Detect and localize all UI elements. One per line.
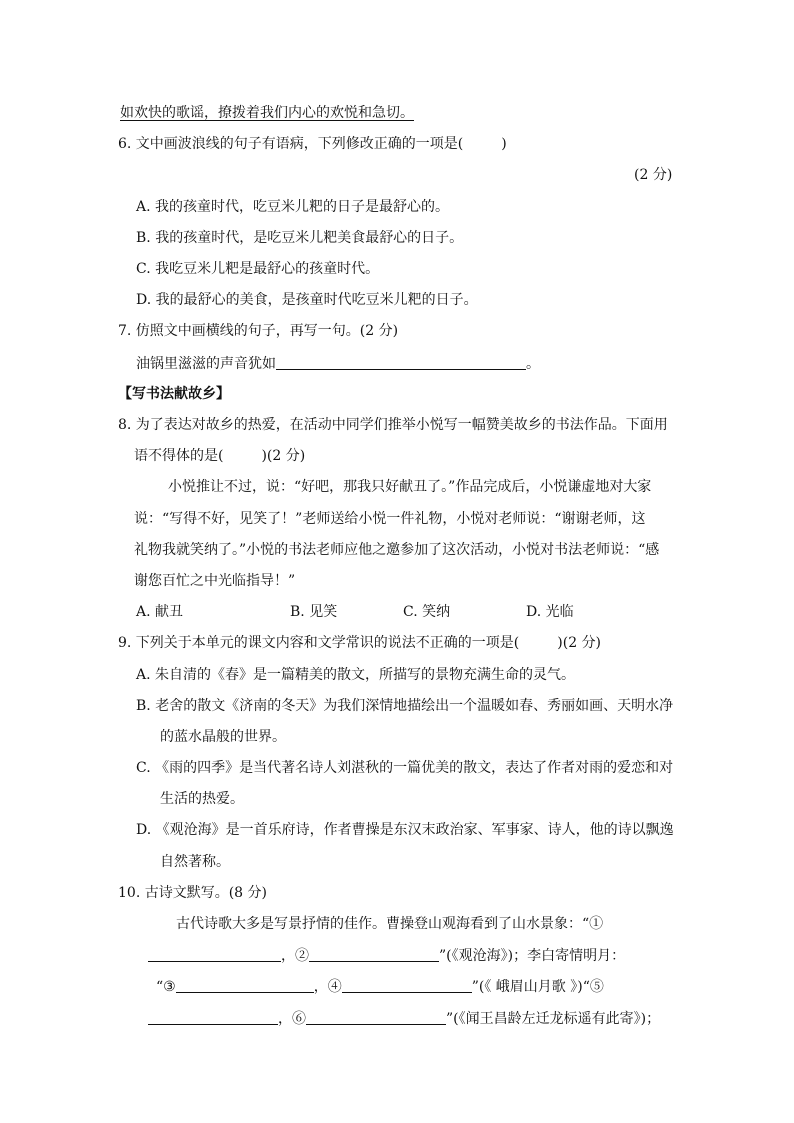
question-8-line-1: 8. 为了表达对故乡的热爱，在活动中同学们推举小悦写一幅赞美故乡的书法作品。下面用 <box>118 417 668 433</box>
text-line-1: 如欢快的歌谣，撩拨着我们内心的欢悦和急切。 <box>120 105 414 121</box>
poem-blank-4[interactable] <box>342 976 472 993</box>
poem-source-2: ”(《 峨眉山月歌 》)“⑤ <box>471 979 604 995</box>
answer-paren-9[interactable] <box>519 633 557 649</box>
question-6 <box>118 134 507 154</box>
question-8-line-2 <box>134 446 305 466</box>
poem-sep-4: ，④ <box>313 979 342 995</box>
poem-blank-6[interactable] <box>306 1008 446 1025</box>
poem-blank-3[interactable] <box>176 976 314 993</box>
question-9-score: )(2 分) <box>557 635 602 651</box>
poem-blank-2[interactable] <box>309 945 439 962</box>
option-9b-line-2: 的蓝水晶般的世界。 <box>160 729 286 745</box>
question-8-stem: 语不得体的是( <box>134 448 224 464</box>
question-7-answer-line <box>136 353 540 374</box>
option-6a: A. 我的孩童时代，吃豆米儿粑的日子是最舒心的。 <box>136 199 450 215</box>
option-9b-line-1: B. 老舍的散文《济南的冬天》为我们深情地描绘出一个温暖如春、秀丽如画、天明水净 <box>136 698 674 714</box>
option-6c: C. 我吃豆米儿粑是最舒心的孩童时代。 <box>136 261 380 277</box>
poem-blank-1[interactable] <box>148 945 281 962</box>
option-8d: D. 光临 <box>526 604 574 620</box>
question-6-score: (2 分) <box>634 167 673 183</box>
option-9d-line-2: 自然著称。 <box>160 854 230 870</box>
poem-sep-2: ，② <box>281 948 309 964</box>
question-8-score: )(2 分) <box>261 448 306 464</box>
answer-blank-7[interactable] <box>276 353 526 370</box>
option-8c: C. 笑纳 <box>403 604 451 620</box>
answer-paren-6[interactable] <box>463 134 501 150</box>
question-7-suffix: 。 <box>526 356 540 372</box>
option-9a: A. 朱自清的《春》是一篇精美的散文，所描写的景物充满生命的灵气。 <box>136 667 576 683</box>
option-8a: A. 献丑 <box>136 604 184 620</box>
poem-sep-3: “③ <box>156 979 176 995</box>
poem-source-1: ”(《观沧海》)；李白寄情明月： <box>439 948 626 964</box>
question-10-line-1: 古代诗歌大多是写景抒情的佳作。曹操登山观海看到了山水景象：“① <box>176 916 604 932</box>
question-9 <box>118 633 601 653</box>
passage-line-4: 谢您百忙之中光临指导！” <box>134 573 296 589</box>
question-6-stem: 6. 文中画波浪线的句子有语病，下列修改正确的一项是( <box>118 136 464 152</box>
passage-line-1: 小悦推让不过，说：“好吧，那我只好献丑了。”作品完成后，小悦谦虚地对大家 <box>168 479 652 495</box>
passage-line-2: 说：“写得不好，见笑了！”老师送给小悦一件礼物，小悦对老师说：“谢谢老师，这 <box>134 511 646 527</box>
poem-blank-5[interactable] <box>148 1008 278 1025</box>
option-9d-line-1: D. 《观沧海》是一首乐府诗，作者曹操是东汉末政治家、军事家、诗人，他的诗以飘逸 <box>136 822 674 838</box>
question-10-line-2 <box>148 945 625 966</box>
question-10-line-3 <box>156 976 604 997</box>
question-9-stem: 9. 下列关于本单元的课文内容和文学常识的说法不正确的一项是( <box>118 635 520 651</box>
question-10: 10. 古诗文默写。(8 分) <box>118 885 267 901</box>
option-8b: B. 见笑 <box>290 604 338 620</box>
poem-source-3: ”(《闻王昌龄左迁龙标遥有此寄》)； <box>446 1011 661 1027</box>
question-10-line-4 <box>148 1008 660 1029</box>
poem-sep-6: ，⑥ <box>278 1011 306 1027</box>
section-heading: 【写书法献故乡】 <box>118 386 230 402</box>
question-6-close: ) <box>501 136 507 152</box>
option-9c-line-2: 生活的热爱。 <box>160 791 244 807</box>
option-6b: B. 我的孩童时代，是吃豆米儿粑美食最舒心的日子。 <box>136 230 464 246</box>
question-7-prefix: 油锅里滋滋的声音犹如 <box>136 356 276 372</box>
passage-line-3: 礼物我就笑纳了。”小悦的书法老师应他之邀参加了这次活动，小悦对书法老师说：“感 <box>134 542 660 558</box>
question-7: 7. 仿照文中画横线的句子，再写一句。(2 分) <box>118 323 399 339</box>
option-6d: D. 我的最舒心的美食，是孩童时代吃豆米儿粑的日子。 <box>136 292 478 308</box>
answer-paren-8[interactable] <box>223 446 261 462</box>
option-9c-line-1: C. 《雨的四季》是当代著名诗人刘湛秋的一篇优美的散文，表达了作者对雨的爱恋和对 <box>136 760 674 776</box>
